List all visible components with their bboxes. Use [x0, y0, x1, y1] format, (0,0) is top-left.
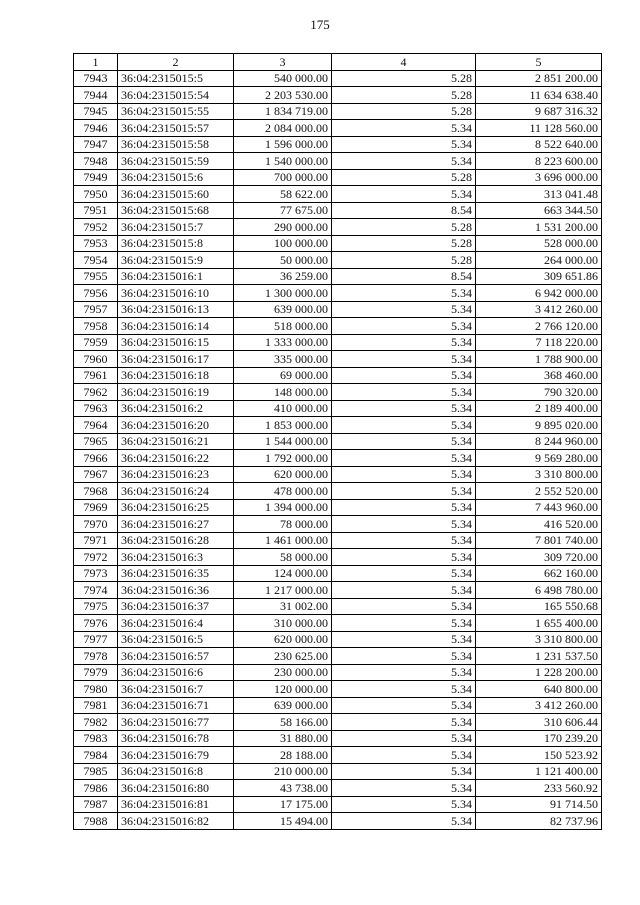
total-cell: 233 560.92 [476, 780, 602, 797]
row-number-cell: 7985 [74, 763, 118, 780]
cadastral-number-cell: 36:04:2315016:10 [118, 285, 234, 302]
rate-cell: 5.34 [332, 400, 476, 417]
cadastral-number-cell: 36:04:2315016:27 [118, 516, 234, 533]
table-row [74, 615, 602, 632]
total-cell: 310 606.44 [476, 714, 602, 731]
value-cell: 210 000.00 [234, 763, 332, 780]
value-cell: 31 880.00 [234, 730, 332, 747]
rate-cell: 5.34 [332, 697, 476, 714]
row-number-cell: 7988 [74, 813, 118, 830]
table-row [74, 252, 602, 269]
cadastral-number-cell: 36:04:2315016:22 [118, 450, 234, 467]
table-row [74, 285, 602, 302]
rate-cell: 5.34 [332, 532, 476, 549]
rate-cell: 5.34 [332, 499, 476, 516]
table-row [74, 153, 602, 170]
row-number-cell: 7979 [74, 664, 118, 681]
table-row [74, 598, 602, 615]
rate-cell: 5.34 [332, 351, 476, 368]
total-cell: 3 412 260.00 [476, 697, 602, 714]
table-row [74, 681, 602, 698]
row-number-cell: 7963 [74, 400, 118, 417]
row-number-cell: 7983 [74, 730, 118, 747]
rate-cell: 5.34 [332, 136, 476, 153]
table-row [74, 648, 602, 665]
total-cell: 2 766 120.00 [476, 318, 602, 335]
cadastral-number-cell: 36:04:2315016:81 [118, 796, 234, 813]
value-cell: 639 000.00 [234, 697, 332, 714]
table-row [74, 384, 602, 401]
value-cell: 540 000.00 [234, 70, 332, 87]
row-number-cell: 7967 [74, 466, 118, 483]
row-number-cell: 7978 [74, 648, 118, 665]
table-row [74, 631, 602, 648]
table-row [74, 747, 602, 764]
cadastral-number-cell: 36:04:2315015:5 [118, 70, 234, 87]
value-cell: 2 084 000.00 [234, 120, 332, 137]
row-number-cell: 7969 [74, 499, 118, 516]
cadastral-number-cell: 36:04:2315016:1 [118, 268, 234, 285]
cadastral-number-cell: 36:04:2315016:20 [118, 417, 234, 434]
cadastral-number-cell: 36:04:2315016:28 [118, 532, 234, 549]
total-cell: 82 737.96 [476, 813, 602, 830]
table-row [74, 714, 602, 731]
total-cell: 309 651.86 [476, 268, 602, 285]
value-cell: 17 175.00 [234, 796, 332, 813]
cadastral-number-cell: 36:04:2315015:68 [118, 202, 234, 219]
row-number-cell: 7986 [74, 780, 118, 797]
row-number-cell: 7975 [74, 598, 118, 615]
value-cell: 1 834 719.00 [234, 103, 332, 120]
table-row [74, 417, 602, 434]
row-number-cell: 7977 [74, 631, 118, 648]
register-body [74, 70, 602, 829]
table-row [74, 582, 602, 599]
value-cell: 36 259.00 [234, 268, 332, 285]
row-number-cell: 7944 [74, 87, 118, 104]
cadastral-number-cell: 36:04:2315015:9 [118, 252, 234, 269]
total-cell: 1 788 900.00 [476, 351, 602, 368]
cadastral-number-cell: 36:04:2315016:17 [118, 351, 234, 368]
rate-cell: 5.34 [332, 516, 476, 533]
value-cell: 1 792 000.00 [234, 450, 332, 467]
value-cell: 120 000.00 [234, 681, 332, 698]
cadastral-number-cell: 36:04:2315016:36 [118, 582, 234, 599]
total-cell: 3 412 260.00 [476, 301, 602, 318]
cadastral-number-cell: 36:04:2315015:7 [118, 219, 234, 236]
rate-cell: 5.28 [332, 87, 476, 104]
value-cell: 31 002.00 [234, 598, 332, 615]
table-row [74, 169, 602, 186]
rate-cell: 5.34 [332, 466, 476, 483]
table-row [74, 103, 602, 120]
cadastral-number-cell: 36:04:2315016:25 [118, 499, 234, 516]
register-table [73, 53, 602, 830]
row-number-cell: 7984 [74, 747, 118, 764]
value-cell: 78 000.00 [234, 516, 332, 533]
value-cell: 1 394 000.00 [234, 499, 332, 516]
value-cell: 77 675.00 [234, 202, 332, 219]
value-cell: 43 738.00 [234, 780, 332, 797]
table-row [74, 697, 602, 714]
table-row [74, 450, 602, 467]
page-number: 175 [310, 17, 330, 32]
rate-cell: 5.34 [332, 780, 476, 797]
cadastral-number-cell: 36:04:2315016:6 [118, 664, 234, 681]
table-row [74, 763, 602, 780]
row-number-cell: 7962 [74, 384, 118, 401]
rate-cell: 5.34 [332, 367, 476, 384]
column-header-5: 5 [476, 54, 602, 71]
rate-cell: 5.34 [332, 565, 476, 582]
total-cell: 2 189 400.00 [476, 400, 602, 417]
value-cell: 1 461 000.00 [234, 532, 332, 549]
row-number-cell: 7947 [74, 136, 118, 153]
cadastral-number-cell: 36:04:2315016:80 [118, 780, 234, 797]
rate-cell: 8.54 [332, 202, 476, 219]
value-cell: 28 188.00 [234, 747, 332, 764]
total-cell: 2 552 520.00 [476, 483, 602, 500]
cadastral-number-cell: 36:04:2315016:57 [118, 648, 234, 665]
row-number-cell: 7987 [74, 796, 118, 813]
total-cell: 91 714.50 [476, 796, 602, 813]
total-cell: 170 239.20 [476, 730, 602, 747]
value-cell: 1 544 000.00 [234, 433, 332, 450]
total-cell: 309 720.00 [476, 549, 602, 566]
column-header-3: 3 [234, 54, 332, 71]
total-cell: 1 228 200.00 [476, 664, 602, 681]
value-cell: 620 000.00 [234, 631, 332, 648]
column-header-4: 4 [332, 54, 476, 71]
cadastral-number-cell: 36:04:2315016:21 [118, 433, 234, 450]
rate-cell: 5.34 [332, 598, 476, 615]
rate-cell: 5.28 [332, 219, 476, 236]
row-number-cell: 7980 [74, 681, 118, 698]
cadastral-number-cell: 36:04:2315016:77 [118, 714, 234, 731]
table-row [74, 780, 602, 797]
row-number-cell: 7957 [74, 301, 118, 318]
cadastral-number-cell: 36:04:2315016:14 [118, 318, 234, 335]
cadastral-number-cell: 36:04:2315016:3 [118, 549, 234, 566]
row-number-cell: 7949 [74, 169, 118, 186]
rate-cell: 5.28 [332, 169, 476, 186]
total-cell: 8 223 600.00 [476, 153, 602, 170]
value-cell: 100 000.00 [234, 235, 332, 252]
rate-cell: 5.34 [332, 631, 476, 648]
row-number-cell: 7982 [74, 714, 118, 731]
table-row [74, 301, 602, 318]
row-number-cell: 7976 [74, 615, 118, 632]
value-cell: 1 217 000.00 [234, 582, 332, 599]
table-row [74, 433, 602, 450]
rate-cell: 5.28 [332, 103, 476, 120]
row-number-cell: 7953 [74, 235, 118, 252]
value-cell: 518 000.00 [234, 318, 332, 335]
total-cell: 528 000.00 [476, 235, 602, 252]
cadastral-number-cell: 36:04:2315015:55 [118, 103, 234, 120]
rate-cell: 5.34 [332, 450, 476, 467]
rate-cell: 5.34 [332, 615, 476, 632]
total-cell: 9 687 316.32 [476, 103, 602, 120]
rate-cell: 5.34 [332, 664, 476, 681]
cadastral-number-cell: 36:04:2315015:59 [118, 153, 234, 170]
table-row [74, 499, 602, 516]
total-cell: 3 696 000.00 [476, 169, 602, 186]
header-row [74, 54, 602, 71]
value-cell: 50 000.00 [234, 252, 332, 269]
total-cell: 264 000.00 [476, 252, 602, 269]
row-number-cell: 7946 [74, 120, 118, 137]
total-cell: 7 118 220.00 [476, 334, 602, 351]
rate-cell: 5.34 [332, 285, 476, 302]
rate-cell: 5.34 [332, 417, 476, 434]
total-cell: 640 800.00 [476, 681, 602, 698]
rate-cell: 5.34 [332, 813, 476, 830]
value-cell: 310 000.00 [234, 615, 332, 632]
rate-cell: 5.34 [332, 153, 476, 170]
row-number-cell: 7966 [74, 450, 118, 467]
value-cell: 1 853 000.00 [234, 417, 332, 434]
value-cell: 58 622.00 [234, 186, 332, 203]
rate-cell: 5.34 [332, 549, 476, 566]
value-cell: 290 000.00 [234, 219, 332, 236]
total-cell: 6 942 000.00 [476, 285, 602, 302]
total-cell: 8 522 640.00 [476, 136, 602, 153]
row-number-cell: 7964 [74, 417, 118, 434]
row-number-cell: 7952 [74, 219, 118, 236]
row-number-cell: 7961 [74, 367, 118, 384]
row-number-cell: 7948 [74, 153, 118, 170]
total-cell: 11 634 638.40 [476, 87, 602, 104]
row-number-cell: 7974 [74, 582, 118, 599]
table-row [74, 70, 602, 87]
row-number-cell: 7951 [74, 202, 118, 219]
rate-cell: 5.34 [332, 301, 476, 318]
rate-cell: 5.34 [332, 433, 476, 450]
row-number-cell: 7945 [74, 103, 118, 120]
total-cell: 1 231 537.50 [476, 648, 602, 665]
cadastral-number-cell: 36:04:2315015:54 [118, 87, 234, 104]
table-row [74, 120, 602, 137]
table-row [74, 318, 602, 335]
value-cell: 410 000.00 [234, 400, 332, 417]
rate-cell: 5.34 [332, 384, 476, 401]
total-cell: 8 244 960.00 [476, 433, 602, 450]
value-cell: 335 000.00 [234, 351, 332, 368]
value-cell: 1 596 000.00 [234, 136, 332, 153]
rate-cell: 5.34 [332, 796, 476, 813]
value-cell: 478 000.00 [234, 483, 332, 500]
total-cell: 7 443 960.00 [476, 499, 602, 516]
table-row [74, 532, 602, 549]
cadastral-number-cell: 36:04:2315016:78 [118, 730, 234, 747]
column-header-2: 2 [118, 54, 234, 71]
cadastral-number-cell: 36:04:2315016:19 [118, 384, 234, 401]
cadastral-number-cell: 36:04:2315016:82 [118, 813, 234, 830]
cadastral-number-cell: 36:04:2315016:35 [118, 565, 234, 582]
table-row [74, 186, 602, 203]
row-number-cell: 7958 [74, 318, 118, 335]
cadastral-number-cell: 36:04:2315016:37 [118, 598, 234, 615]
total-cell: 368 460.00 [476, 367, 602, 384]
table-row [74, 351, 602, 368]
table-row [74, 813, 602, 830]
rate-cell: 5.34 [332, 483, 476, 500]
table-row [74, 334, 602, 351]
total-cell: 9 569 280.00 [476, 450, 602, 467]
cadastral-number-cell: 36:04:2315016:23 [118, 466, 234, 483]
total-cell: 2 851 200.00 [476, 70, 602, 87]
cadastral-number-cell: 36:04:2315016:13 [118, 301, 234, 318]
row-number-cell: 7971 [74, 532, 118, 549]
cadastral-number-cell: 36:04:2315015:6 [118, 169, 234, 186]
table-row [74, 565, 602, 582]
rate-cell: 5.28 [332, 70, 476, 87]
total-cell: 1 655 400.00 [476, 615, 602, 632]
table-row [74, 796, 602, 813]
value-cell: 58 166.00 [234, 714, 332, 731]
value-cell: 639 000.00 [234, 301, 332, 318]
cadastral-number-cell: 36:04:2315016:15 [118, 334, 234, 351]
total-cell: 3 310 800.00 [476, 631, 602, 648]
value-cell: 148 000.00 [234, 384, 332, 401]
value-cell: 58 000.00 [234, 549, 332, 566]
row-number-cell: 7959 [74, 334, 118, 351]
row-number-cell: 7972 [74, 549, 118, 566]
total-cell: 790 320.00 [476, 384, 602, 401]
rate-cell: 5.34 [332, 681, 476, 698]
table-row [74, 367, 602, 384]
table-row [74, 466, 602, 483]
rate-cell: 5.34 [332, 318, 476, 335]
total-cell: 1 531 200.00 [476, 219, 602, 236]
table-row [74, 268, 602, 285]
rate-cell: 8.54 [332, 268, 476, 285]
cadastral-number-cell: 36:04:2315016:8 [118, 763, 234, 780]
value-cell: 15 494.00 [234, 813, 332, 830]
rate-cell: 5.34 [332, 582, 476, 599]
row-number-cell: 7956 [74, 285, 118, 302]
cadastral-number-cell: 36:04:2315016:5 [118, 631, 234, 648]
table-row [74, 219, 602, 236]
row-number-cell: 7965 [74, 433, 118, 450]
table-row [74, 549, 602, 566]
rate-cell: 5.34 [332, 120, 476, 137]
total-cell: 3 310 800.00 [476, 466, 602, 483]
row-number-cell: 7970 [74, 516, 118, 533]
rate-cell: 5.34 [332, 186, 476, 203]
cadastral-number-cell: 36:04:2315016:71 [118, 697, 234, 714]
value-cell: 620 000.00 [234, 466, 332, 483]
cadastral-number-cell: 36:04:2315015:57 [118, 120, 234, 137]
total-cell: 6 498 780.00 [476, 582, 602, 599]
table-row [74, 516, 602, 533]
table-row [74, 136, 602, 153]
row-number-cell: 7968 [74, 483, 118, 500]
value-cell: 230 625.00 [234, 648, 332, 665]
rate-cell: 5.28 [332, 235, 476, 252]
column-header-1: 1 [74, 54, 118, 71]
total-cell: 7 801 740.00 [476, 532, 602, 549]
table-row [74, 87, 602, 104]
total-cell: 165 550.68 [476, 598, 602, 615]
rate-cell: 5.34 [332, 747, 476, 764]
value-cell: 230 000.00 [234, 664, 332, 681]
total-cell: 313 041.48 [476, 186, 602, 203]
cadastral-number-cell: 36:04:2315016:4 [118, 615, 234, 632]
total-cell: 662 160.00 [476, 565, 602, 582]
row-number-cell: 7954 [74, 252, 118, 269]
rate-cell: 5.34 [332, 648, 476, 665]
cadastral-number-cell: 36:04:2315016:18 [118, 367, 234, 384]
total-cell: 416 520.00 [476, 516, 602, 533]
total-cell: 150 523.92 [476, 747, 602, 764]
table-row [74, 730, 602, 747]
cadastral-number-cell: 36:04:2315016:7 [118, 681, 234, 698]
cadastral-number-cell: 36:04:2315015:58 [118, 136, 234, 153]
rate-cell: 5.28 [332, 252, 476, 269]
table-row [74, 202, 602, 219]
row-number-cell: 7960 [74, 351, 118, 368]
row-number-cell: 7950 [74, 186, 118, 203]
value-cell: 69 000.00 [234, 367, 332, 384]
total-cell: 9 895 020.00 [476, 417, 602, 434]
value-cell: 2 203 530.00 [234, 87, 332, 104]
cadastral-number-cell: 36:04:2315016:79 [118, 747, 234, 764]
table-row [74, 483, 602, 500]
value-cell: 1 540 000.00 [234, 153, 332, 170]
row-number-cell: 7973 [74, 565, 118, 582]
table-row [74, 664, 602, 681]
cadastral-number-cell: 36:04:2315016:24 [118, 483, 234, 500]
total-cell: 11 128 560.00 [476, 120, 602, 137]
row-number-cell: 7955 [74, 268, 118, 285]
row-number-cell: 7981 [74, 697, 118, 714]
cadastral-number-cell: 36:04:2315015:8 [118, 235, 234, 252]
value-cell: 700 000.00 [234, 169, 332, 186]
rate-cell: 5.34 [332, 334, 476, 351]
value-cell: 124 000.00 [234, 565, 332, 582]
table-row [74, 400, 602, 417]
rate-cell: 5.34 [332, 730, 476, 747]
rate-cell: 5.34 [332, 714, 476, 731]
total-cell: 1 121 400.00 [476, 763, 602, 780]
total-cell: 663 344.50 [476, 202, 602, 219]
value-cell: 1 333 000.00 [234, 334, 332, 351]
value-cell: 1 300 000.00 [234, 285, 332, 302]
cadastral-number-cell: 36:04:2315015:60 [118, 186, 234, 203]
row-number-cell: 7943 [74, 70, 118, 87]
table-row [74, 235, 602, 252]
rate-cell: 5.34 [332, 763, 476, 780]
cadastral-number-cell: 36:04:2315016:2 [118, 400, 234, 417]
